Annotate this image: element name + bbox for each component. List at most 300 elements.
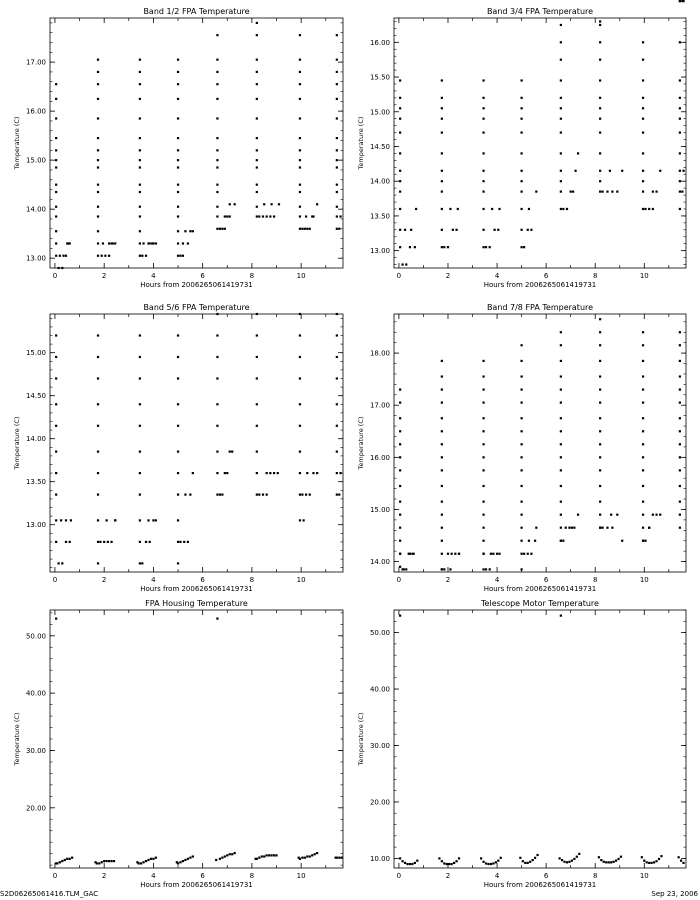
data-point bbox=[55, 206, 57, 208]
data-point bbox=[458, 857, 460, 859]
data-point bbox=[301, 857, 303, 859]
data-point bbox=[177, 215, 179, 217]
y-tick-label: 14.00 bbox=[369, 177, 390, 186]
data-point bbox=[399, 131, 401, 133]
data-point bbox=[258, 494, 260, 496]
data-point bbox=[184, 230, 186, 232]
data-point bbox=[97, 403, 99, 405]
data-point bbox=[139, 425, 141, 427]
data-point bbox=[599, 331, 601, 333]
data-point bbox=[216, 215, 218, 217]
data-point bbox=[609, 170, 611, 172]
data-point bbox=[97, 255, 99, 257]
data-point bbox=[97, 541, 99, 543]
data-point bbox=[606, 527, 608, 529]
data-point bbox=[520, 191, 522, 193]
data-point bbox=[216, 403, 218, 405]
data-point bbox=[256, 184, 258, 186]
data-point bbox=[679, 152, 681, 154]
data-point bbox=[399, 246, 401, 248]
data-point bbox=[560, 79, 562, 81]
data-point bbox=[177, 71, 179, 73]
data-point bbox=[560, 118, 562, 120]
data-point bbox=[599, 97, 601, 99]
data-point bbox=[520, 527, 522, 529]
data-point bbox=[441, 118, 443, 120]
data-point bbox=[338, 228, 340, 230]
data-point bbox=[642, 59, 644, 61]
data-point bbox=[304, 857, 306, 859]
chart-title: Band 1/2 FPA Temperature bbox=[143, 7, 250, 16]
data-point bbox=[299, 117, 301, 119]
data-point bbox=[64, 859, 66, 861]
data-point bbox=[642, 360, 644, 362]
data-point bbox=[221, 494, 223, 496]
data-point bbox=[139, 451, 141, 453]
data-point bbox=[642, 501, 644, 503]
data-point bbox=[145, 255, 147, 257]
data-point bbox=[303, 519, 305, 521]
data-point bbox=[216, 98, 218, 100]
data-point bbox=[139, 356, 141, 358]
data-point bbox=[441, 501, 443, 503]
data-point bbox=[560, 208, 562, 210]
data-point bbox=[139, 117, 141, 119]
data-point bbox=[299, 191, 301, 193]
data-point bbox=[336, 215, 338, 217]
data-point bbox=[682, 0, 684, 2]
data-point bbox=[560, 152, 562, 154]
data-point bbox=[441, 527, 443, 529]
y-axis-label: Temperature (C) bbox=[357, 116, 365, 170]
data-point bbox=[441, 170, 443, 172]
data-point bbox=[441, 191, 443, 193]
data-point bbox=[414, 862, 416, 864]
data-point bbox=[268, 854, 270, 856]
data-point bbox=[336, 313, 338, 315]
data-point bbox=[441, 514, 443, 516]
data-point bbox=[177, 403, 179, 405]
x-tick-label: 6 bbox=[200, 272, 205, 280]
data-point bbox=[528, 540, 530, 542]
data-point bbox=[495, 861, 497, 863]
data-point bbox=[452, 229, 454, 231]
y-tick-label: 30.00 bbox=[25, 746, 46, 755]
data-point bbox=[482, 170, 484, 172]
data-point bbox=[648, 862, 650, 864]
data-point bbox=[97, 184, 99, 186]
data-point bbox=[651, 862, 653, 864]
data-point bbox=[482, 417, 484, 419]
data-point bbox=[55, 215, 57, 217]
data-point bbox=[139, 159, 141, 161]
y-tick-label: 17.00 bbox=[25, 58, 46, 67]
data-point bbox=[520, 568, 522, 570]
data-point bbox=[338, 857, 340, 859]
data-point bbox=[527, 862, 529, 864]
data-point bbox=[97, 494, 99, 496]
data-point bbox=[482, 388, 484, 390]
data-point bbox=[266, 854, 268, 856]
data-point bbox=[177, 334, 179, 336]
data-point bbox=[610, 514, 612, 516]
data-point bbox=[682, 862, 684, 864]
data-point bbox=[177, 117, 179, 119]
data-point bbox=[316, 203, 318, 205]
data-point bbox=[177, 159, 179, 161]
data-point bbox=[642, 430, 644, 432]
data-point bbox=[177, 206, 179, 208]
data-point bbox=[309, 228, 311, 230]
data-point bbox=[110, 860, 112, 862]
data-point bbox=[573, 858, 575, 860]
data-point bbox=[177, 137, 179, 139]
data-point bbox=[55, 230, 57, 232]
data-point bbox=[299, 215, 301, 217]
y-tick-label: 14.00 bbox=[369, 558, 390, 567]
data-point bbox=[560, 97, 562, 99]
data-point bbox=[149, 541, 151, 543]
data-point bbox=[520, 469, 522, 471]
y-tick-label: 15.00 bbox=[25, 156, 46, 165]
data-point bbox=[560, 191, 562, 193]
data-point bbox=[139, 191, 141, 193]
data-point bbox=[441, 375, 443, 377]
data-point bbox=[275, 854, 277, 856]
data-point bbox=[660, 855, 662, 857]
data-point bbox=[679, 97, 681, 99]
data-point bbox=[482, 118, 484, 120]
data-point bbox=[679, 501, 681, 503]
data-point bbox=[399, 388, 401, 390]
x-tick-label: 4 bbox=[151, 576, 156, 584]
data-point bbox=[216, 34, 218, 36]
data-point bbox=[679, 360, 681, 362]
data-point bbox=[405, 568, 407, 570]
data-point bbox=[642, 180, 644, 182]
data-point bbox=[523, 246, 525, 248]
data-point bbox=[216, 313, 218, 315]
data-point bbox=[447, 246, 449, 248]
data-point bbox=[560, 59, 562, 61]
data-point bbox=[441, 388, 443, 390]
x-tick-label: 10 bbox=[639, 576, 649, 584]
data-point bbox=[520, 388, 522, 390]
data-point bbox=[219, 858, 221, 860]
data-point bbox=[336, 83, 338, 85]
plot-frame bbox=[394, 610, 686, 868]
data-point bbox=[114, 519, 116, 521]
data-point bbox=[530, 229, 532, 231]
x-axis-label: Hours from 2006265061419731 bbox=[483, 881, 597, 889]
data-point bbox=[485, 862, 487, 864]
data-point bbox=[306, 472, 308, 474]
data-point bbox=[140, 862, 142, 864]
data-point bbox=[519, 857, 521, 859]
data-point bbox=[216, 149, 218, 151]
data-point bbox=[659, 514, 661, 516]
data-point bbox=[441, 229, 443, 231]
data-point bbox=[610, 861, 612, 863]
data-point bbox=[441, 469, 443, 471]
data-point bbox=[642, 97, 644, 99]
data-point bbox=[616, 514, 618, 516]
y-tick-label: 50.00 bbox=[369, 629, 390, 638]
data-point bbox=[97, 451, 99, 453]
data-point bbox=[598, 856, 600, 858]
data-point bbox=[620, 856, 622, 858]
y-axis-label: Temperature (C) bbox=[13, 416, 21, 470]
data-point bbox=[139, 519, 141, 521]
data-point bbox=[55, 137, 57, 139]
data-point bbox=[482, 456, 484, 458]
data-point bbox=[443, 568, 445, 570]
data-point bbox=[399, 430, 401, 432]
data-point bbox=[497, 229, 499, 231]
y-tick-label: 10.00 bbox=[369, 854, 390, 863]
data-point bbox=[256, 34, 258, 36]
data-point bbox=[642, 527, 644, 529]
data-point bbox=[226, 472, 228, 474]
data-point bbox=[642, 152, 644, 154]
data-point bbox=[69, 541, 71, 543]
data-point bbox=[108, 242, 110, 244]
data-point bbox=[224, 472, 226, 474]
data-point bbox=[561, 859, 563, 861]
data-point bbox=[177, 166, 179, 168]
data-point bbox=[441, 553, 443, 555]
data-point bbox=[599, 79, 601, 81]
data-point bbox=[256, 494, 258, 496]
data-point bbox=[336, 71, 338, 73]
x-tick-label: 10 bbox=[296, 272, 306, 280]
data-point bbox=[216, 191, 218, 193]
data-point bbox=[216, 494, 218, 496]
data-point bbox=[110, 541, 112, 543]
data-point bbox=[562, 540, 564, 542]
data-point bbox=[441, 107, 443, 109]
x-tick-label: 8 bbox=[249, 576, 255, 584]
data-point bbox=[216, 59, 218, 61]
data-point bbox=[139, 472, 141, 474]
x-tick-label: 8 bbox=[592, 872, 598, 880]
data-point bbox=[441, 417, 443, 419]
data-point bbox=[568, 527, 570, 529]
data-point bbox=[560, 527, 562, 529]
data-point bbox=[520, 553, 522, 555]
data-point bbox=[679, 430, 681, 432]
chart-title: FPA Housing Temperature bbox=[145, 599, 248, 608]
data-point bbox=[679, 331, 681, 333]
data-point bbox=[256, 313, 258, 315]
data-point bbox=[336, 159, 338, 161]
data-point bbox=[97, 71, 99, 73]
data-point bbox=[455, 860, 457, 862]
data-point bbox=[258, 215, 260, 217]
x-tick-label: 6 bbox=[543, 576, 549, 584]
chart-panel-6 bbox=[357, 599, 686, 889]
y-tick-label: 13.50 bbox=[25, 478, 46, 487]
data-point bbox=[399, 208, 401, 210]
data-point bbox=[409, 863, 411, 865]
data-point bbox=[97, 98, 99, 100]
data-point bbox=[306, 855, 308, 857]
data-point bbox=[399, 443, 401, 445]
data-point bbox=[642, 107, 644, 109]
data-point bbox=[642, 388, 644, 390]
data-point bbox=[642, 514, 644, 516]
data-point bbox=[482, 180, 484, 182]
data-point bbox=[98, 862, 100, 864]
data-point bbox=[139, 184, 141, 186]
data-point bbox=[299, 494, 301, 496]
data-point bbox=[299, 166, 301, 168]
data-point bbox=[451, 553, 453, 555]
data-point bbox=[338, 494, 340, 496]
data-point bbox=[482, 246, 484, 248]
x-tick-label: 2 bbox=[101, 272, 107, 280]
data-point bbox=[642, 118, 644, 120]
data-point bbox=[336, 137, 338, 139]
data-point bbox=[229, 853, 231, 855]
data-point bbox=[97, 242, 99, 244]
data-point bbox=[61, 267, 63, 269]
data-point bbox=[399, 514, 401, 516]
data-point bbox=[646, 861, 648, 863]
data-point bbox=[599, 107, 601, 109]
data-point bbox=[139, 377, 141, 379]
data-point bbox=[216, 356, 218, 358]
data-point bbox=[341, 857, 343, 859]
data-point bbox=[299, 356, 301, 358]
data-point bbox=[642, 375, 644, 377]
data-point bbox=[97, 230, 99, 232]
data-point bbox=[451, 863, 453, 865]
data-point bbox=[69, 858, 71, 860]
data-point bbox=[58, 267, 60, 269]
data-point bbox=[409, 246, 411, 248]
data-point bbox=[457, 208, 459, 210]
data-point bbox=[97, 191, 99, 193]
data-point bbox=[599, 443, 601, 445]
data-point bbox=[177, 562, 179, 564]
data-point bbox=[599, 430, 601, 432]
data-point bbox=[679, 456, 681, 458]
x-axis-label: Hours from 2006265061419731 bbox=[140, 281, 253, 289]
data-point bbox=[177, 98, 179, 100]
x-axis-label: Hours from 2006265061419731 bbox=[483, 585, 597, 593]
data-point bbox=[599, 388, 601, 390]
data-point bbox=[219, 228, 221, 230]
data-point bbox=[55, 451, 57, 453]
data-point bbox=[485, 568, 487, 570]
data-point bbox=[485, 246, 487, 248]
data-point bbox=[299, 472, 301, 474]
data-point bbox=[520, 79, 522, 81]
data-point bbox=[336, 472, 338, 474]
data-point bbox=[652, 208, 654, 210]
data-point bbox=[139, 403, 141, 405]
data-point bbox=[97, 472, 99, 474]
data-point bbox=[141, 255, 143, 257]
data-point bbox=[560, 375, 562, 377]
chart-panel-5 bbox=[13, 599, 343, 889]
data-point bbox=[216, 618, 218, 620]
data-point bbox=[441, 402, 443, 404]
data-point bbox=[142, 861, 144, 863]
data-point bbox=[534, 540, 536, 542]
data-point bbox=[599, 456, 601, 458]
x-tick-label: 2 bbox=[445, 272, 451, 280]
data-point bbox=[336, 334, 338, 336]
data-point bbox=[406, 863, 408, 865]
data-point bbox=[312, 472, 314, 474]
data-point bbox=[520, 360, 522, 362]
data-point bbox=[229, 215, 231, 217]
y-axis-label: Temperature (C) bbox=[13, 712, 21, 766]
data-point bbox=[216, 166, 218, 168]
data-point bbox=[399, 97, 401, 99]
data-point bbox=[441, 360, 443, 362]
data-point bbox=[97, 519, 99, 521]
data-point bbox=[482, 360, 484, 362]
data-point bbox=[480, 857, 482, 859]
data-point bbox=[529, 861, 531, 863]
data-point bbox=[336, 451, 338, 453]
data-point bbox=[155, 242, 157, 244]
data-point bbox=[652, 514, 654, 516]
data-point bbox=[441, 568, 443, 570]
data-point bbox=[258, 857, 260, 859]
data-point bbox=[231, 451, 233, 453]
data-point bbox=[497, 860, 499, 862]
data-point bbox=[621, 170, 623, 172]
x-axis-label: Hours from 2006265061419731 bbox=[140, 881, 253, 889]
data-point bbox=[97, 562, 99, 564]
data-point bbox=[560, 331, 562, 333]
data-point bbox=[606, 191, 608, 193]
data-point bbox=[441, 430, 443, 432]
data-point bbox=[55, 191, 57, 193]
data-point bbox=[679, 514, 681, 516]
data-point bbox=[565, 527, 567, 529]
data-point bbox=[177, 191, 179, 193]
data-point bbox=[177, 425, 179, 427]
data-point bbox=[309, 494, 311, 496]
data-point bbox=[59, 861, 61, 863]
x-tick-label: 2 bbox=[445, 576, 451, 584]
data-point bbox=[643, 860, 645, 862]
data-point bbox=[216, 137, 218, 139]
data-point bbox=[65, 541, 67, 543]
data-point bbox=[571, 860, 573, 862]
data-point bbox=[311, 854, 313, 856]
data-point bbox=[150, 858, 152, 860]
data-point bbox=[520, 208, 522, 210]
data-point bbox=[141, 562, 143, 564]
data-point bbox=[679, 375, 681, 377]
data-point bbox=[615, 860, 617, 862]
data-point bbox=[336, 494, 338, 496]
data-point bbox=[256, 137, 258, 139]
data-point bbox=[482, 402, 484, 404]
data-point bbox=[404, 862, 406, 864]
data-point bbox=[482, 443, 484, 445]
data-point bbox=[678, 856, 680, 858]
data-point bbox=[487, 863, 489, 865]
data-point bbox=[55, 98, 57, 100]
data-point bbox=[562, 208, 564, 210]
